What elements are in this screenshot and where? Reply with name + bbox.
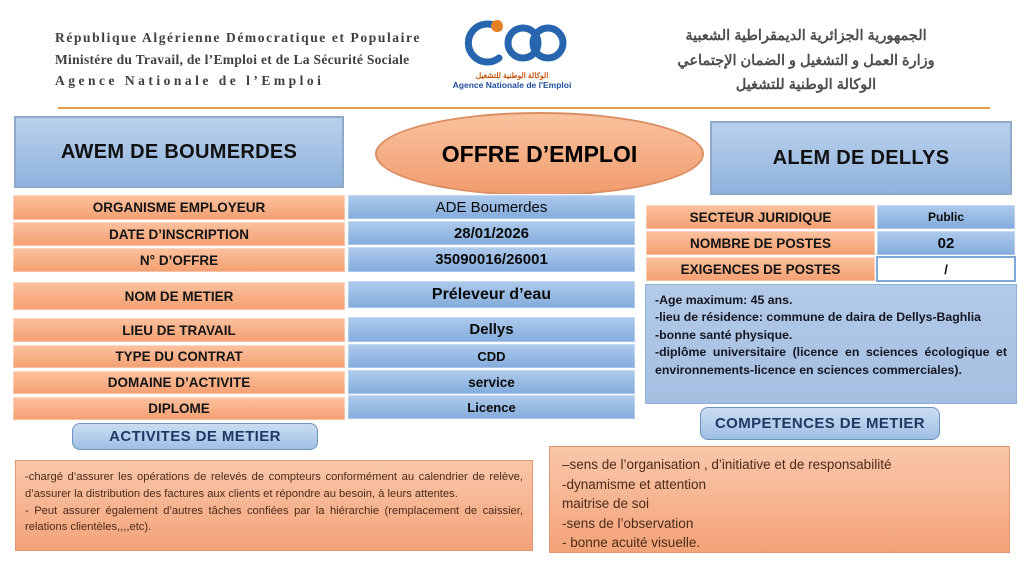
requirement-line-age: -Age maximum: 45 ans. (655, 293, 793, 307)
offer-label-contrat: TYPE DU CONTRAT (12, 344, 346, 369)
offer-value-contrat: CDD (347, 343, 636, 369)
activities-paragraph-1: -chargé d’assurer les opérations de relevés de compteurs conformément au calendrier de relève, d’assurer la distribution des factures aux clients et répondre au besoin, à leurs attentes. (25, 471, 523, 500)
competences-section-header: COMPETENCES DE METIER (700, 407, 940, 440)
details-label-secteur: SECTEUR JURIDIQUE (645, 204, 876, 230)
competence-line-observation: -sens de l’observation (562, 515, 694, 531)
anem-logo (447, 14, 577, 90)
header-line-agency: Agence Nationale de l’Emploi (55, 73, 325, 89)
requirement-line-diplome: -diplôme universitaire (licence en sciences écologique et environnements-licence en sciences commerciales). (655, 345, 1007, 377)
agency-left-banner: AWEM DE BOUMERDES (14, 116, 344, 188)
header-line-agency-ar: الوكالة الوطنية للتشغيل (735, 77, 877, 94)
anem-logo-icon (453, 14, 571, 72)
agency-right-banner: ALEM DE DELLYS (710, 121, 1012, 195)
offer-label-organisme: ORGANISME EMPLOYEUR (12, 194, 346, 221)
offer-value-lieu: Dellys (347, 316, 636, 343)
activities-text-box (15, 460, 533, 551)
details-label-exigences: EXIGENCES DE POSTES (645, 256, 876, 282)
republic-header-ar (596, 24, 1016, 98)
competences-text-box (549, 446, 1010, 553)
offer-value-metier: Préleveur d’eau (347, 280, 636, 309)
details-value-postes: 02 (876, 230, 1016, 256)
republic-header-fr (55, 27, 421, 92)
offer-value-numero: 35090016/26001 (347, 246, 636, 273)
details-value-secteur: Public (876, 204, 1016, 230)
anem-logo-french-label: Agence Nationale de l'Emploi (452, 80, 572, 91)
offer-label-diplome: DIPLOME (12, 396, 346, 421)
offer-title: OFFRE D’EMPLOI (441, 140, 638, 167)
competence-line-acuite: - bonne acuité visuelle. (562, 535, 701, 551)
offer-label-metier: NOM DE METIER (12, 281, 346, 311)
details-value-exigences: / (876, 256, 1016, 282)
header-line-republic: République Algérienne Démocratique et Populaire (55, 30, 421, 45)
offer-label-numero: N° D’OFFRE (12, 247, 346, 273)
anem-logo-arabic-label: الوكالة الوطنية للتشغيل (475, 71, 549, 80)
requirement-line-residence: -lieu de résidence: commune de daira de Dellys-Baghlia (655, 310, 981, 325)
offer-label-lieu: LIEU DE TRAVAIL (12, 317, 346, 343)
requirements-box (645, 284, 1017, 404)
details-label-postes: NOMBRE DE POSTES (645, 230, 876, 256)
header-line-ministry-ar: وزارة العمل و التشغيل و الضمان الإجتماعي (677, 52, 935, 69)
offer-label-date: DATE D’INSCRIPTION (12, 221, 346, 247)
offer-value-domaine: service (347, 369, 636, 395)
offer-title-oval (375, 112, 704, 196)
offer-value-diplome: Licence (347, 394, 636, 420)
requirement-line-sante: -bonne santé physique. (655, 327, 793, 342)
offer-value-organisme: ADE Boumerdes (347, 194, 636, 220)
activities-paragraph-2: - Peut assurer également d’autres tâches confiées par la hiérarchie (remplacement de caissier, relations clientèles,,,,etc). (25, 504, 523, 534)
header-line-ministry: Ministére du Travail, de l’Emploi et de La Sécurité Sociale (55, 51, 410, 67)
competence-line-organisation: –sens de l’organisation , d’initiative et de responsabilité (562, 457, 892, 472)
competence-line-dynamisme: -dynamisme et attention (562, 476, 707, 492)
competence-line-maitrise: maitrise de soi (562, 496, 650, 512)
header-line-republic-ar: الجمهورية الجزائرية الديمقراطية الشعبية (685, 28, 927, 44)
offer-label-domaine: DOMAINE D’ACTIVITE (12, 370, 346, 395)
header-divider (58, 107, 990, 109)
offer-value-date: 28/01/2026 (347, 220, 636, 246)
activities-section-header: ACTIVITES DE METIER (72, 423, 318, 450)
